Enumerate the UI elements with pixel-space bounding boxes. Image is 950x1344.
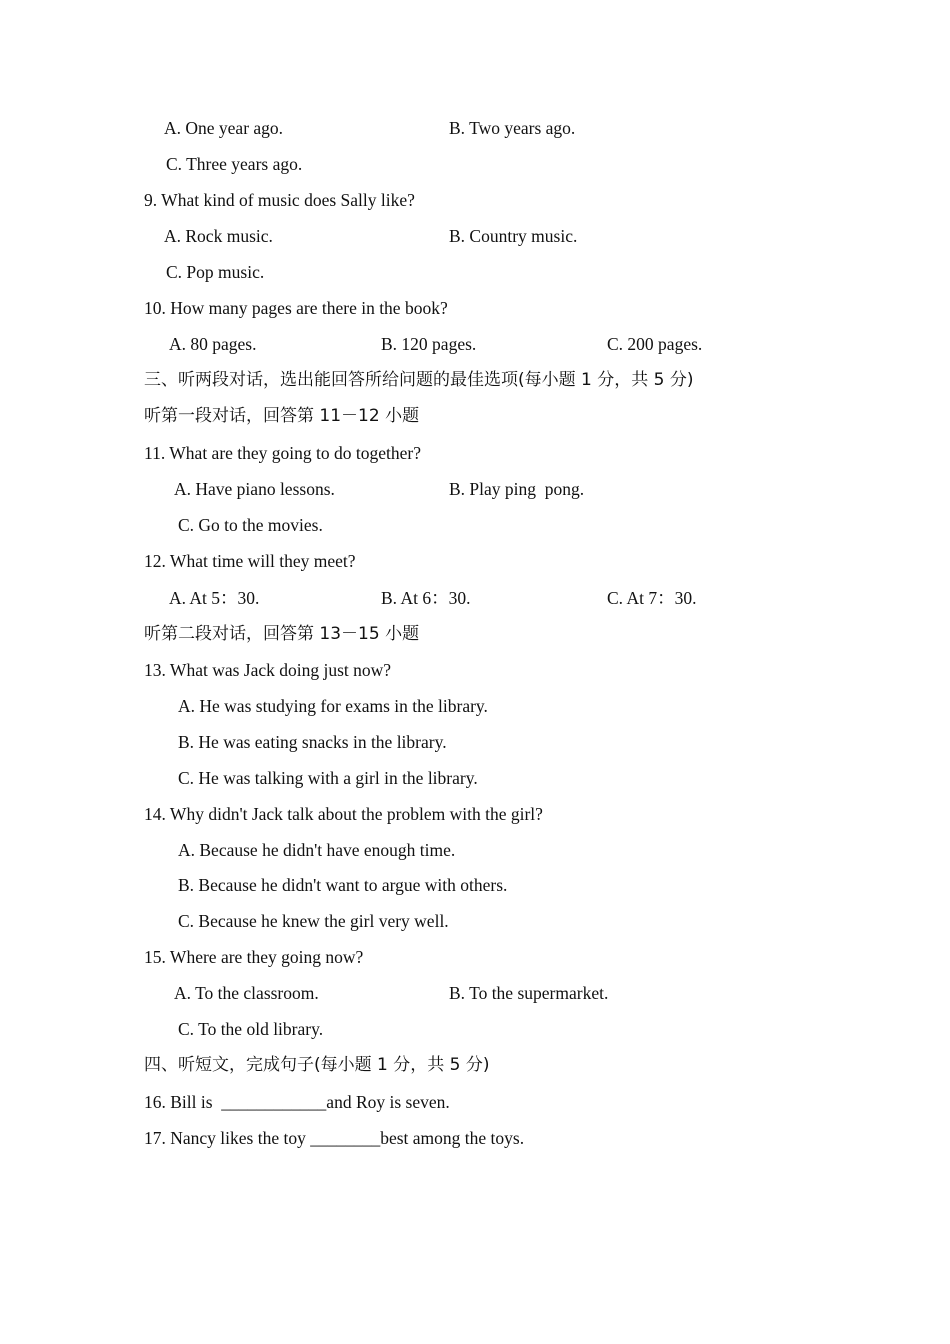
q10-option-a: A. 80 pages. (169, 334, 257, 354)
q12-question: 12. What time will they meet? (144, 551, 356, 571)
q11-option-b: B. Play ping pong. (449, 479, 585, 499)
q14-option-a: A. Because he didn't have enough time. (178, 840, 456, 860)
section3-dialogue2-heading: 听第二段对话，回答第 13－15 小题 (144, 624, 420, 644)
q10-option-b: B. 120 pages. (381, 334, 477, 354)
q15-option-b: B. To the supermarket. (449, 983, 609, 1003)
q13-question: 13. What was Jack doing just now? (144, 660, 392, 680)
q15-option-c: C. To the old library. (178, 1019, 324, 1039)
q14-option-c: C. Because he knew the girl very well. (178, 911, 449, 931)
q8-option-a: A. One year ago. (164, 118, 284, 138)
q11-question: 11. What are they going to do together? (144, 443, 422, 463)
section4-title: 四、听短文，完成句子(每小题 1 分，共 5 分) (144, 1055, 490, 1075)
q13-option-b: B. He was eating snacks in the library. (178, 732, 447, 752)
q8-option-c: C. Three years ago. (166, 154, 303, 174)
q9-option-b: B. Country music. (449, 226, 578, 246)
q14-question: 14. Why didn't Jack talk about the problem with the girl? (144, 804, 543, 824)
q11-option-c: C. Go to the movies. (178, 515, 323, 535)
q9-option-c: C. Pop music. (166, 262, 265, 282)
q9-option-a: A. Rock music. (164, 226, 273, 246)
q15-option-a: A. To the classroom. (174, 983, 319, 1003)
q12-option-a: A. At 5：30. (169, 588, 260, 608)
q15-question: 15. Where are they going now? (144, 947, 364, 967)
q9-question: 9. What kind of music does Sally like? (144, 190, 415, 210)
q12-option-b: B. At 6：30. (381, 588, 471, 608)
q11-option-a: A. Have piano lessons. (174, 479, 335, 499)
q14-option-b: B. Because he didn't want to argue with others. (178, 875, 508, 895)
q13-option-a: A. He was studying for exams in the library. (178, 696, 488, 716)
section3-dialogue1-heading: 听第一段对话，回答第 11－12 小题 (144, 406, 420, 426)
q17-sentence: 17. Nancy likes the toy ________best among the toys. (144, 1128, 525, 1148)
section3-title: 三、听两段对话，选出能回答所给问题的最佳选项(每小题 1 分，共 5 分) (144, 370, 694, 390)
q12-option-c: C. At 7：30. (607, 588, 697, 608)
q10-question: 10. How many pages are there in the book? (144, 298, 448, 318)
q13-option-c: C. He was talking with a girl in the library. (178, 768, 478, 788)
q8-option-b: B. Two years ago. (449, 118, 576, 138)
q10-option-c: C. 200 pages. (607, 334, 703, 354)
q16-sentence: 16. Bill is ____________and Roy is seven. (144, 1092, 450, 1112)
